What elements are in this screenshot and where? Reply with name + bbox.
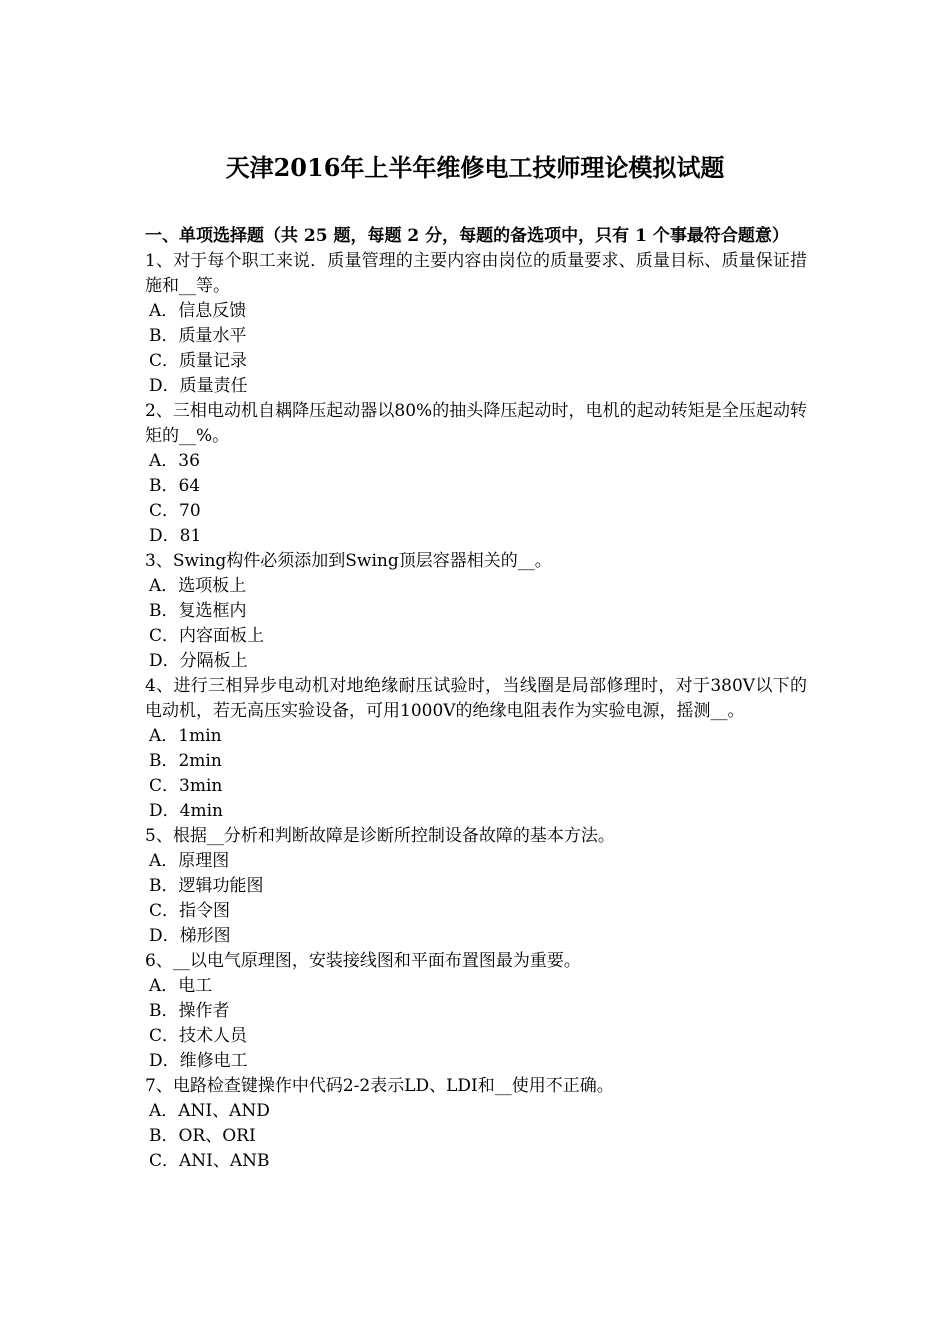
option-b: B．OR、ORI xyxy=(149,1126,256,1146)
option-a: A．36 xyxy=(149,451,200,471)
option-a: A．选项板上 xyxy=(149,576,247,596)
document-body xyxy=(145,224,807,1174)
option-c: C．3min xyxy=(149,776,223,796)
option-d: D．4min xyxy=(149,801,223,821)
option-a: A．原理图 xyxy=(149,851,230,871)
question-text: 4、进行三相异步电动机对地绝缘耐压试验时，当线圈是局部修理时，对于380V以下的电动机，若无高压实验设备，可用1000V的绝缘电阻表作为实验电源，摇测__。 xyxy=(145,676,807,721)
option-a: A．1min xyxy=(149,726,222,746)
option-c: C．ANI、ANB xyxy=(149,1151,270,1171)
option-d: D．分隔板上 xyxy=(149,651,248,671)
option-c: C．70 xyxy=(149,501,201,521)
question-3 xyxy=(145,549,807,674)
question-6 xyxy=(145,949,807,1074)
question-text: 2、三相电动机自耦降压起动器以80%的抽头降压起动时，电机的起动转矩是全压起动转矩的__%。 xyxy=(145,401,807,446)
option-b: B．操作者 xyxy=(149,1001,230,1021)
question-1 xyxy=(145,249,807,399)
question-2 xyxy=(145,399,807,549)
question-4 xyxy=(145,674,807,824)
option-a: A．ANI、AND xyxy=(149,1101,270,1121)
option-c: C．技术人员 xyxy=(149,1026,248,1046)
option-b: B．复选框内 xyxy=(149,601,247,621)
option-b: B．2min xyxy=(149,751,222,771)
option-d: D．81 xyxy=(149,526,202,546)
option-b: B．逻辑功能图 xyxy=(149,876,264,896)
question-text: 7、电路检查键操作中代码2-2表示LD、LDI和__使用不正确。 xyxy=(145,1076,614,1096)
question-7 xyxy=(145,1074,807,1174)
page-title: 天津2016年上半年维修电工技师理论模拟试题 xyxy=(225,153,725,182)
option-c: C．内容面板上 xyxy=(149,626,265,646)
question-text: 3、Swing构件必须添加到Swing顶层容器相关的__。 xyxy=(145,551,552,571)
option-c: C．指令图 xyxy=(149,901,231,921)
section-header: 一、单项选择题（共 25 题，每题 2 分，每题的备选项中，只有 1 个事最符合题意） xyxy=(145,226,789,246)
option-a: A．电工 xyxy=(149,976,213,996)
question-5 xyxy=(145,824,807,949)
question-text: 5、根据__分析和判断故障是诊断所控制设备故障的基本方法。 xyxy=(145,826,615,846)
option-b: B．64 xyxy=(149,476,201,496)
option-d: D．梯形图 xyxy=(149,926,231,946)
question-text: 1、对于每个职工来说．质量管理的主要内容由岗位的质量要求、质量目标、质量保证措施和__等。 xyxy=(145,251,807,296)
option-b: B．质量水平 xyxy=(149,326,247,346)
option-c: C．质量记录 xyxy=(149,351,248,371)
option-d: D．维修电工 xyxy=(149,1051,248,1071)
option-a: A．信息反馈 xyxy=(149,301,247,321)
question-text: 6、__以电气原理图，安装接线图和平面布置图最为重要。 xyxy=(145,951,581,971)
option-d: D．质量责任 xyxy=(149,376,248,396)
